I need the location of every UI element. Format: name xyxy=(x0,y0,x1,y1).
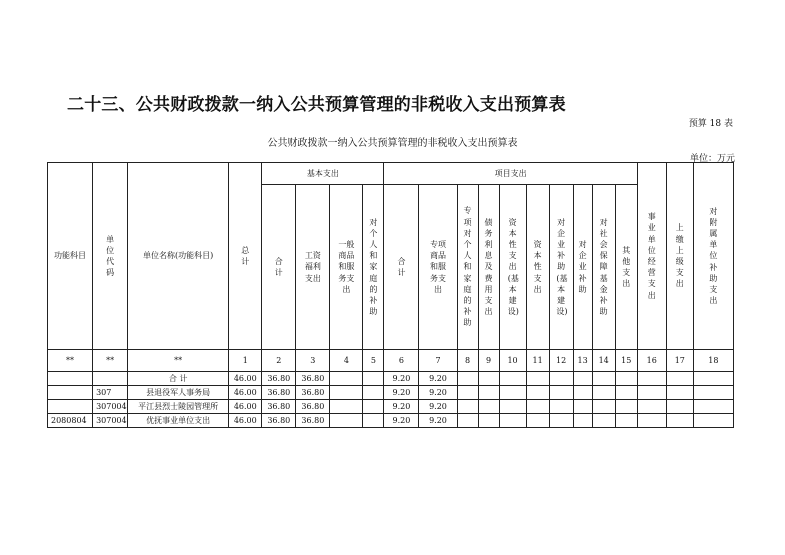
table-body xyxy=(48,372,734,428)
column-index-cell: 3 xyxy=(296,350,330,372)
table-cell-project-total: 9.20 xyxy=(384,414,419,428)
column-index-cell: 13 xyxy=(573,350,592,372)
header-enterprise-basic: 对企业补助(基本建设) xyxy=(549,185,573,350)
table-cell-project-total: 9.20 xyxy=(384,372,419,386)
table-cell-social-security xyxy=(592,386,615,400)
table-cell-special-goods: 9.20 xyxy=(419,400,457,414)
table-number: 预算 18 表 xyxy=(688,119,733,129)
table-cell-goods xyxy=(330,372,363,386)
table-cell-basic-total: 36.80 xyxy=(262,414,296,428)
unit-label: 单位：万元 xyxy=(689,154,735,164)
table-cell-special-subsidy xyxy=(457,372,478,386)
table-cell-social-security xyxy=(592,414,615,428)
header-group-project: 项目支出 xyxy=(384,163,637,185)
table-cell-debt xyxy=(478,372,499,386)
header-capital-basic: 资本性支出(基本建设) xyxy=(499,185,526,350)
table-cell-turnover xyxy=(666,372,693,386)
header-unit-name: 单位名称(功能科目) xyxy=(128,163,229,350)
header-turnover: 上缴上级支出 xyxy=(666,163,693,350)
column-index-cell: 11 xyxy=(526,350,549,372)
table-cell-debt xyxy=(478,400,499,414)
column-index-cell: 8 xyxy=(457,350,478,372)
table-cell-enterprise-basic xyxy=(549,372,573,386)
table-cell-project-total: 9.20 xyxy=(384,400,419,414)
table-cell-goods xyxy=(330,400,363,414)
table-cell-total: 46.00 xyxy=(229,386,262,400)
table-cell-special-goods: 9.20 xyxy=(419,414,457,428)
column-index-cell: 2 xyxy=(262,350,296,372)
table-cell-wage: 36.80 xyxy=(296,386,330,400)
table-cell-func xyxy=(48,372,93,386)
table-cell-code xyxy=(93,372,128,386)
column-index-cell: 14 xyxy=(592,350,615,372)
column-index-cell: 5 xyxy=(363,350,384,372)
table-cell-turnover xyxy=(666,414,693,428)
table-cell-func xyxy=(48,400,93,414)
header-affiliated: 对附属单位补助支出 xyxy=(693,163,733,350)
table-cell-affiliated xyxy=(693,400,733,414)
table-cell-basic-total: 36.80 xyxy=(262,400,296,414)
table-cell-capital xyxy=(526,372,549,386)
header-debt: 债务利息及费用支出 xyxy=(478,185,499,350)
table-row xyxy=(48,386,734,400)
header-group-basic: 基本支出 xyxy=(262,163,384,185)
table-cell-special-subsidy xyxy=(457,414,478,428)
table-cell-subsidy xyxy=(363,400,384,414)
header-wage: 工资福利支出 xyxy=(296,185,330,350)
column-index-cell: 9 xyxy=(478,350,499,372)
table-cell-special-goods: 9.20 xyxy=(419,372,457,386)
table-cell-code: 307 xyxy=(93,386,128,400)
column-index-cell: ** xyxy=(48,350,93,372)
table-cell-operating xyxy=(637,414,666,428)
table-cell-goods xyxy=(330,414,363,428)
table-subtitle: 公共财政拨款一纳入公共预算管理的非税收入支出预算表 xyxy=(267,138,518,149)
table-cell-enterprise-basic xyxy=(549,400,573,414)
table-cell-operating xyxy=(637,372,666,386)
table-cell-other xyxy=(615,372,637,386)
table-cell-project-total: 9.20 xyxy=(384,386,419,400)
column-index-cell: 12 xyxy=(549,350,573,372)
table-cell-enterprise xyxy=(573,414,592,428)
table-cell-capital xyxy=(526,386,549,400)
column-index-cell: 15 xyxy=(615,350,637,372)
header-capital: 资本性支出 xyxy=(526,185,549,350)
table-cell-name: 合 计 xyxy=(128,372,229,386)
table-cell-capital-basic xyxy=(499,414,526,428)
table-cell-capital-basic xyxy=(499,372,526,386)
table-cell-other xyxy=(615,386,637,400)
table-cell-capital-basic xyxy=(499,386,526,400)
table-cell-social-security xyxy=(592,372,615,386)
column-index-cell: ** xyxy=(93,350,128,372)
header-enterprise: 对企业补助 xyxy=(573,185,592,350)
column-index-cell: 6 xyxy=(384,350,419,372)
table-cell-enterprise xyxy=(573,372,592,386)
header-unit-code: 单位代码 xyxy=(93,163,128,350)
table-cell-capital-basic xyxy=(499,400,526,414)
table-cell-total: 46.00 xyxy=(229,400,262,414)
table-cell-subsidy xyxy=(363,386,384,400)
header-func-code: 功能科目 xyxy=(48,163,93,350)
column-index-cell: 10 xyxy=(499,350,526,372)
table-cell-affiliated xyxy=(693,372,733,386)
table-cell-enterprise-basic xyxy=(549,386,573,400)
column-index-cell: 7 xyxy=(419,350,457,372)
header-total: 总计 xyxy=(229,163,262,350)
table-cell-func xyxy=(48,386,93,400)
table-cell-turnover xyxy=(666,386,693,400)
table-cell-name: 县退役军人事务局 xyxy=(128,386,229,400)
table-cell-operating xyxy=(637,400,666,414)
table-cell-capital xyxy=(526,400,549,414)
header-basic-total: 合计 xyxy=(262,185,296,350)
table-cell-enterprise-basic xyxy=(549,414,573,428)
header-special-goods: 专项商品和服务支出 xyxy=(419,185,457,350)
table-cell-wage: 36.80 xyxy=(296,400,330,414)
table-cell-enterprise xyxy=(573,400,592,414)
table-cell-affiliated xyxy=(693,414,733,428)
table-cell-code: 307004 xyxy=(93,414,128,428)
budget-table xyxy=(47,162,734,428)
table-cell-debt xyxy=(478,414,499,428)
table-cell-subsidy xyxy=(363,372,384,386)
table-cell-code: 307004 xyxy=(93,400,128,414)
table-cell-total: 46.00 xyxy=(229,414,262,428)
header-other: 其他支出 xyxy=(615,185,637,350)
column-index-cell: ** xyxy=(128,350,229,372)
header-social-security: 对社会保障基金补助 xyxy=(592,185,615,350)
table-cell-func: 2080804 xyxy=(48,414,93,428)
table-cell-special-subsidy xyxy=(457,400,478,414)
table-cell-subsidy xyxy=(363,414,384,428)
table-cell-name: 平江县烈士陵园管理所 xyxy=(128,400,229,414)
table-row xyxy=(48,372,734,386)
table-cell-operating xyxy=(637,386,666,400)
header-goods: 一般商品和服务支出 xyxy=(330,185,363,350)
header-project-total: 合计 xyxy=(384,185,419,350)
table-cell-basic-total: 36.80 xyxy=(262,386,296,400)
page-title: 二十三、公共财政拨款一纳入公共预算管理的非税收入支出预算表 xyxy=(67,95,566,115)
table-cell-basic-total: 36.80 xyxy=(262,372,296,386)
column-index-row xyxy=(48,350,734,372)
table-cell-special-subsidy xyxy=(457,386,478,400)
table-cell-wage: 36.80 xyxy=(296,414,330,428)
column-index-cell: 4 xyxy=(330,350,363,372)
header-subsidy: 对个人和家庭的补助 xyxy=(363,185,384,350)
table-cell-turnover xyxy=(666,400,693,414)
table-row xyxy=(48,414,734,428)
table-cell-other xyxy=(615,400,637,414)
column-index-cell: 1 xyxy=(229,350,262,372)
table-cell-capital xyxy=(526,414,549,428)
table-row xyxy=(48,400,734,414)
table-cell-name: 优抚事业单位支出 xyxy=(128,414,229,428)
column-index-cell: 18 xyxy=(693,350,733,372)
column-index-cell: 16 xyxy=(637,350,666,372)
column-index-cell: 17 xyxy=(666,350,693,372)
table-cell-affiliated xyxy=(693,386,733,400)
table-cell-enterprise xyxy=(573,386,592,400)
table-cell-social-security xyxy=(592,400,615,414)
header-special-subsidy: 专项对个人和家庭的补助 xyxy=(457,185,478,350)
table-cell-other xyxy=(615,414,637,428)
header-operating: 事业单位经营支出 xyxy=(637,163,666,350)
table-cell-special-goods: 9.20 xyxy=(419,386,457,400)
table-cell-debt xyxy=(478,386,499,400)
table-cell-goods xyxy=(330,386,363,400)
table-cell-wage: 36.80 xyxy=(296,372,330,386)
table-cell-total: 46.00 xyxy=(229,372,262,386)
